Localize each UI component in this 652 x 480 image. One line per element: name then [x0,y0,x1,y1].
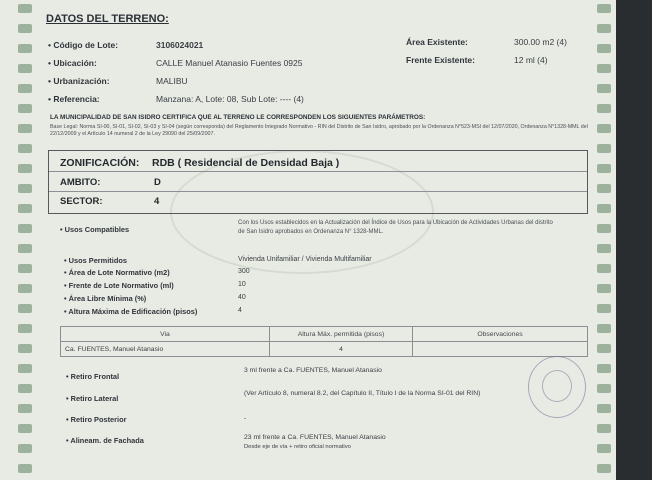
margin-seal-right [597,224,611,233]
retiro-posterior-label: • Retiro Posterior [66,415,127,424]
margin-seal-left [18,244,32,253]
retiro-frontal-label: • Retiro Frontal [66,372,120,381]
margin-seal-right [597,24,611,33]
margin-seal-right [597,164,611,173]
retiro-frontal-value: 3 ml frente a Ca. FUENTES, Manuel Atanasio [244,367,382,374]
altura-maxima-value: 4 [238,307,242,314]
margin-seal-right [597,424,611,433]
area-existente-value: 300.00 m2 (4) [514,37,567,47]
retiro-lateral-value: (Ver Artículo 8, numeral 8.2, del Capítulo II, Título I de la Norma SI-01 del RIN) [244,390,481,397]
margin-seal-left [18,224,32,233]
margin-seal-left [18,264,32,273]
margin-seal-right [597,244,611,253]
margin-seal-left [18,444,32,453]
field-referencia-label: • Referencia: [48,94,100,104]
margin-seal-right [597,284,611,293]
table-cell: Ca. FUENTES, Manuel Atanasio [61,342,270,357]
altura-maxima-label: • Altura Máxima de Edificación (pisos) [64,307,198,316]
usos-permitidos-value: Vivienda Unifamiliar / Vivienda Multifamiliar [238,256,372,263]
frente-lote-normativo-label: • Frente de Lote Normativo (ml) [64,281,174,290]
area-lote-normativo-value: 300 [238,268,250,275]
frente-existente-value: 12 ml (4) [514,55,548,65]
margin-seal-left [18,184,32,193]
margin-seal-right [597,364,611,373]
margin-seal-left [18,44,32,53]
margin-seal-left [18,164,32,173]
margin-seal-right [597,4,611,13]
margin-seal-left [18,24,32,33]
margin-seal-right [597,204,611,213]
margin-seal-right [597,304,611,313]
margin-seal-right [597,264,611,273]
margin-seal-right [597,184,611,193]
margin-seal-left [18,464,32,473]
field-codigo-value: 3106024021 [156,40,204,50]
margin-seal-right [597,324,611,333]
ambito-value: D [154,177,161,188]
zonificacion-value: RDB ( Residencial de Densidad Baja ) [152,157,340,169]
area-libre-value: 40 [238,294,246,301]
alineamiento-value: 23 ml frente a Ca. FUENTES, Manuel Atanasio [244,434,386,441]
margin-seal-left [18,104,32,113]
ambito-label: AMBITO: [60,177,101,188]
alineamiento-label: • Alineam. de Fachada [66,436,144,445]
table-header-cell: Altura Máx. permitida (pisos) [270,327,413,342]
via-table [60,326,588,357]
margin-seal-left [18,144,32,153]
margin-seal-right [597,464,611,473]
margin-seal-right [597,44,611,53]
sector-value: 4 [154,196,160,207]
margin-seal-left [18,324,32,333]
field-codigo-label: • Código de Lote: [48,40,119,50]
certifica-base-legal: Base Legal: Norma SI-00, SI-01, SI-02, SI-03 y SI-04 (según corresponda) del Reglamento Integrado Normativo - RIN del Distrito de San Isidro, aprobado por la Ordenanza N°523-MSI del 12/07/2020, Ordenanza N°1328-MML del 22/12/2009 y el Artículo 14 numeral 2 de la Ley 29090 del 25/09/2007. [50,124,588,137]
field-ubicacion-label: • Ubicación: [48,58,97,68]
field-urbanizacion-value: MALIBU [156,76,188,86]
retiro-posterior-value: - [244,415,247,422]
area-libre-label: • Área Libre Mínima (%) [64,294,147,303]
section-title: DATOS DEL TERRENO: [46,13,169,25]
usos-permitidos-label: • Usos Permitidos [64,256,127,265]
table-header-cell: Via [61,327,270,342]
margin-seal-right [597,104,611,113]
margin-seal-left [18,204,32,213]
margin-seal-right [597,404,611,413]
margin-seal-right [597,344,611,353]
margin-seal-left [18,344,32,353]
sector-label: SECTOR: [60,196,103,207]
area-lote-normativo-label: • Área de Lote Normativo (m2) [64,268,170,277]
margin-seal-left [18,64,32,73]
area-existente-label: Área Existente: [406,37,468,47]
monitor-edge [616,0,652,480]
margin-seal-left [18,384,32,393]
certifica-heading: LA MUNICIPALIDAD DE SAN ISIDRO CERTIFICA QUE AL TERRENO LE CORRESPONDEN LOS SIGUIENTES PARÁMETROS: [50,114,426,121]
margin-seal-right [597,124,611,133]
field-referencia-value: Manzana: A, Lote: 08, Sub Lote: ---- (4) [156,94,304,104]
margin-seal-right [597,444,611,453]
usos-compatibles-value: Con los Usos establecidos en la Actualización del Índice de Usos para la Ubicación de Actividades Urbanas del distrito de San Isidro aprobados en Ordenanza N° 1328-MML. [238,220,553,235]
table-cell: 4 [270,342,413,357]
margin-seal-left [18,4,32,13]
margin-seal-left [18,304,32,313]
official-stamp-inner [542,370,572,402]
table-cell [413,342,588,357]
margin-seal-right [597,84,611,93]
margin-seal-right [597,144,611,153]
margin-seal-left [18,364,32,373]
margin-seal-left [18,84,32,93]
field-ubicacion-value: CALLE Manuel Atanasio Fuentes 0925 [156,58,303,68]
margin-seal-left [18,404,32,413]
margin-seal-left [18,424,32,433]
frente-lote-normativo-value: 10 [238,281,246,288]
margin-seal-right [597,384,611,393]
retiro-lateral-label: • Retiro Lateral [66,394,119,403]
table-header-row [61,327,588,342]
usos-compatibles-label: • Usos Compatibles [60,225,130,234]
margin-seal-right [597,64,611,73]
zonificacion-label: ZONIFICACIÓN: [60,157,140,169]
table-header-cell: Observaciones [413,327,588,342]
table-row [61,342,588,357]
frente-existente-label: Frente Existente: [406,55,475,65]
alineamiento-note: Desde eje de vía + retiro oficial normativo [244,444,351,450]
field-urbanizacion-label: • Urbanización: [48,76,110,86]
margin-seal-left [18,124,32,133]
margin-seal-left [18,284,32,293]
